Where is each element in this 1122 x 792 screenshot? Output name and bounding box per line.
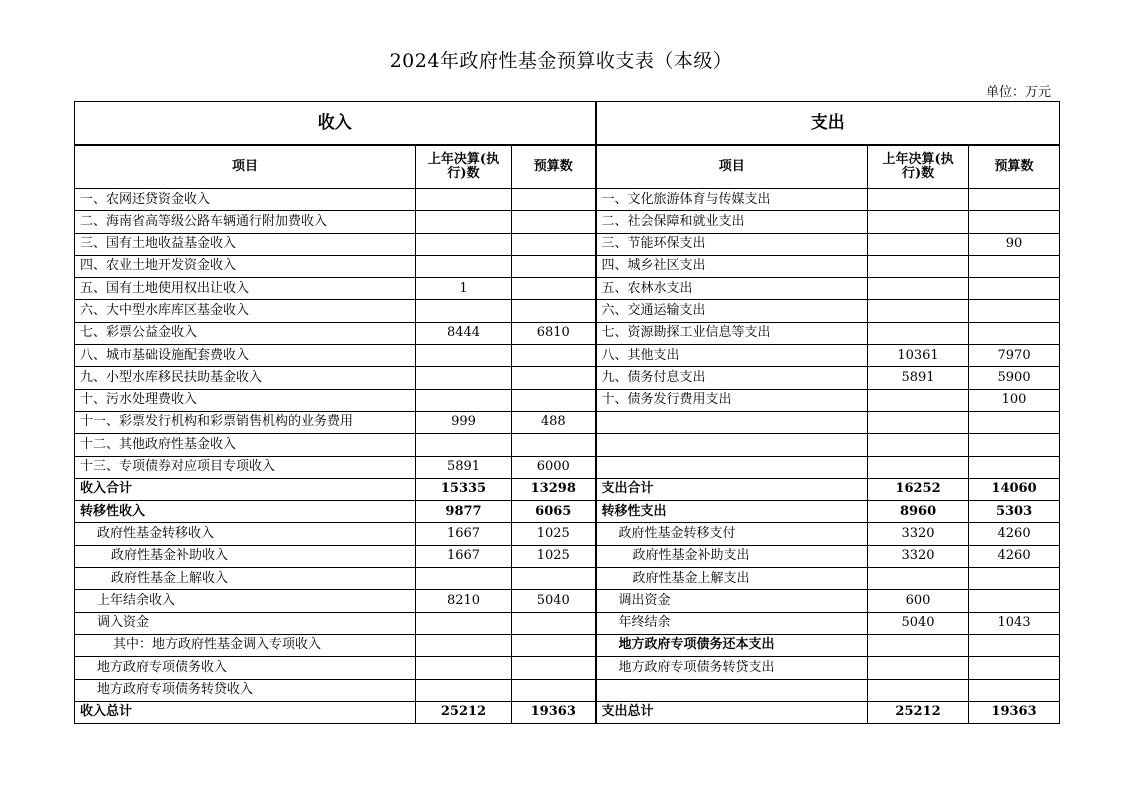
expense-budget-cell <box>969 300 1060 322</box>
income-budget-cell <box>512 568 596 590</box>
income-prev-cell <box>416 255 512 277</box>
expense-item-cell: 支出合计 <box>596 478 868 500</box>
table-row <box>75 189 1060 211</box>
income-budget-cell <box>512 255 596 277</box>
table-row <box>75 657 1060 679</box>
expense-prev-cell: 3320 <box>868 523 969 545</box>
income-budget-header: 预算数 <box>512 145 596 189</box>
income-budget-cell: 1025 <box>512 523 596 545</box>
income-budget-cell <box>512 389 596 411</box>
expense-item-cell: 地方政府专项债务转贷支出 <box>596 657 868 679</box>
income-item-cell: 调入资金 <box>75 612 416 634</box>
expense-prev-cell <box>868 255 969 277</box>
expense-budget-cell <box>969 411 1060 433</box>
expense-prev-cell: 5891 <box>868 367 969 389</box>
expense-budget-header: 预算数 <box>969 145 1060 189</box>
table-row <box>75 612 1060 634</box>
income-prev-cell: 1 <box>416 278 512 300</box>
expense-item-cell: 四、城乡社区支出 <box>596 255 868 277</box>
expense-budget-cell: 1043 <box>969 612 1060 634</box>
expense-budget-cell <box>969 590 1060 612</box>
expense-budget-cell: 90 <box>969 233 1060 255</box>
income-item-cell: 地方政府专项债务转贷收入 <box>75 679 416 701</box>
income-prev-cell <box>416 189 512 211</box>
income-prev-cell <box>416 634 512 656</box>
expense-item-cell: 地方政府专项债务还本支出 <box>596 634 868 656</box>
income-budget-cell: 13298 <box>512 478 596 500</box>
income-item-cell: 三、国有土地收益基金收入 <box>75 233 416 255</box>
expense-budget-cell <box>969 634 1060 656</box>
expense-budget-cell <box>969 679 1060 701</box>
table-row <box>75 278 1060 300</box>
expense-item-cell: 年终结余 <box>596 612 868 634</box>
expense-budget-cell <box>969 255 1060 277</box>
expense-item-cell: 十、债务发行费用支出 <box>596 389 868 411</box>
income-item-cell: 政府性基金转移收入 <box>75 523 416 545</box>
section-header-row <box>75 102 1060 146</box>
expense-budget-cell: 5900 <box>969 367 1060 389</box>
expense-prev-cell <box>868 568 969 590</box>
table-row <box>75 255 1060 277</box>
expense-budget-cell: 100 <box>969 389 1060 411</box>
income-prev-cell <box>416 345 512 367</box>
income-budget-cell <box>512 345 596 367</box>
income-budget-cell <box>512 300 596 322</box>
table-row <box>75 434 1060 456</box>
unit-label: 单位：万元 <box>985 85 1051 100</box>
income-budget-cell <box>512 278 596 300</box>
income-budget-cell <box>512 679 596 701</box>
expense-item-cell: 三、节能环保支出 <box>596 233 868 255</box>
income-prev-cell: 1667 <box>416 523 512 545</box>
expense-budget-cell <box>969 568 1060 590</box>
expense-section-header: 支出 <box>596 102 1060 146</box>
expense-budget-cell: 19363 <box>969 701 1060 723</box>
income-prev-cell <box>416 434 512 456</box>
income-budget-cell: 6810 <box>512 322 596 344</box>
table-row <box>75 590 1060 612</box>
income-prev-cell <box>416 233 512 255</box>
income-prev-cell <box>416 300 512 322</box>
table-row <box>75 322 1060 344</box>
expense-budget-cell <box>969 456 1060 478</box>
expense-item-header: 项目 <box>596 145 868 189</box>
income-item-cell: 十三、专项债券对应项目专项收入 <box>75 456 416 478</box>
income-item-cell: 一、农网还贷资金收入 <box>75 189 416 211</box>
income-section-header: 收入 <box>75 102 596 146</box>
income-item-cell: 收入总计 <box>75 701 416 723</box>
income-prev-header: 上年决算(执行)数 <box>416 145 512 189</box>
expense-item-cell: 转移性支出 <box>596 501 868 523</box>
income-budget-cell: 5040 <box>512 590 596 612</box>
income-item-cell: 十二、其他政府性基金收入 <box>75 434 416 456</box>
income-item-cell: 上年结余收入 <box>75 590 416 612</box>
expense-prev-cell <box>868 278 969 300</box>
expense-budget-cell: 5303 <box>969 501 1060 523</box>
expense-item-cell <box>596 456 868 478</box>
income-budget-cell <box>512 612 596 634</box>
expense-item-cell: 调出资金 <box>596 590 868 612</box>
income-prev-cell <box>416 568 512 590</box>
income-budget-cell <box>512 367 596 389</box>
expense-prev-cell: 16252 <box>868 478 969 500</box>
table-row <box>75 345 1060 367</box>
table-row <box>75 233 1060 255</box>
income-prev-cell: 1667 <box>416 545 512 567</box>
income-budget-cell <box>512 634 596 656</box>
expense-budget-cell <box>969 322 1060 344</box>
expense-budget-cell <box>969 189 1060 211</box>
table-row <box>75 501 1060 523</box>
income-item-cell: 二、海南省高等级公路车辆通行附加费收入 <box>75 211 416 233</box>
income-prev-cell <box>416 657 512 679</box>
income-item-cell: 十、污水处理费收入 <box>75 389 416 411</box>
table-row <box>75 545 1060 567</box>
expense-prev-cell <box>868 389 969 411</box>
table-row <box>75 456 1060 478</box>
expense-item-cell: 政府性基金转移支付 <box>596 523 868 545</box>
expense-budget-cell: 14060 <box>969 478 1060 500</box>
income-budget-cell: 19363 <box>512 701 596 723</box>
expense-item-cell: 支出总计 <box>596 701 868 723</box>
expense-item-cell <box>596 411 868 433</box>
income-prev-cell: 5891 <box>416 456 512 478</box>
expense-prev-cell <box>868 434 969 456</box>
income-item-cell: 转移性收入 <box>75 501 416 523</box>
table-row <box>75 568 1060 590</box>
income-prev-cell <box>416 389 512 411</box>
expense-budget-cell: 7970 <box>969 345 1060 367</box>
expense-item-cell <box>596 434 868 456</box>
income-prev-cell: 25212 <box>416 701 512 723</box>
income-item-cell: 八、城市基础设施配套费收入 <box>75 345 416 367</box>
income-budget-cell <box>512 211 596 233</box>
expense-prev-cell <box>868 300 969 322</box>
income-item-cell: 七、彩票公益金收入 <box>75 322 416 344</box>
income-prev-cell <box>416 612 512 634</box>
income-item-cell: 十一、彩票发行机构和彩票销售机构的业务费用 <box>75 411 416 433</box>
expense-prev-cell: 5040 <box>868 612 969 634</box>
expense-item-cell: 九、债务付息支出 <box>596 367 868 389</box>
expense-prev-cell <box>868 679 969 701</box>
table-row <box>75 634 1060 656</box>
table-body <box>75 102 1060 724</box>
expense-prev-cell: 25212 <box>868 701 969 723</box>
expense-prev-cell <box>868 322 969 344</box>
expense-budget-cell <box>969 657 1060 679</box>
income-budget-cell: 6065 <box>512 501 596 523</box>
income-prev-cell <box>416 211 512 233</box>
table-row <box>75 211 1060 233</box>
income-budget-cell: 6000 <box>512 456 596 478</box>
expense-budget-cell <box>969 278 1060 300</box>
table-row <box>75 679 1060 701</box>
expense-prev-cell <box>868 233 969 255</box>
table-row <box>75 523 1060 545</box>
table-row <box>75 478 1060 500</box>
table-row <box>75 389 1060 411</box>
expense-budget-cell <box>969 434 1060 456</box>
income-budget-cell <box>512 189 596 211</box>
table-row <box>75 300 1060 322</box>
expense-prev-cell <box>868 189 969 211</box>
table-row <box>75 367 1060 389</box>
expense-budget-cell <box>969 211 1060 233</box>
income-item-cell: 九、小型水库移民扶助基金收入 <box>75 367 416 389</box>
expense-budget-cell: 4260 <box>969 545 1060 567</box>
expense-item-cell: 八、其他支出 <box>596 345 868 367</box>
expense-item-cell <box>596 679 868 701</box>
income-budget-cell: 488 <box>512 411 596 433</box>
expense-prev-cell: 10361 <box>868 345 969 367</box>
expense-item-cell: 二、社会保障和就业支出 <box>596 211 868 233</box>
income-item-cell: 政府性基金补助收入 <box>75 545 416 567</box>
expense-item-cell: 政府性基金补助支出 <box>596 545 868 567</box>
table-row <box>75 701 1060 723</box>
income-budget-cell: 1025 <box>512 545 596 567</box>
income-prev-cell: 8210 <box>416 590 512 612</box>
income-prev-cell: 15335 <box>416 478 512 500</box>
expense-prev-header: 上年决算(执行)数 <box>868 145 969 189</box>
expense-item-cell: 七、资源勘探工业信息等支出 <box>596 322 868 344</box>
income-item-cell: 四、农业土地开发资金收入 <box>75 255 416 277</box>
expense-item-cell: 六、交通运输支出 <box>596 300 868 322</box>
income-prev-cell: 9877 <box>416 501 512 523</box>
expense-prev-cell <box>868 657 969 679</box>
income-item-cell: 收入合计 <box>75 478 416 500</box>
expense-prev-cell: 3320 <box>868 545 969 567</box>
income-prev-cell <box>416 367 512 389</box>
expense-item-cell: 五、农林水支出 <box>596 278 868 300</box>
table-row <box>75 411 1060 433</box>
column-header-row <box>75 145 1060 189</box>
income-item-header: 项目 <box>75 145 416 189</box>
income-prev-cell: 999 <box>416 411 512 433</box>
expense-prev-cell: 600 <box>868 590 969 612</box>
expense-prev-cell <box>868 634 969 656</box>
income-budget-cell <box>512 233 596 255</box>
income-budget-cell <box>512 434 596 456</box>
income-item-cell: 五、国有土地使用权出让收入 <box>75 278 416 300</box>
page-title: 2024年政府性基金预算收支表（本级） <box>389 50 733 72</box>
expense-item-cell: 一、文化旅游体育与传媒支出 <box>596 189 868 211</box>
income-prev-cell <box>416 679 512 701</box>
income-item-cell: 地方政府专项债务收入 <box>75 657 416 679</box>
expense-budget-cell: 4260 <box>969 523 1060 545</box>
expense-prev-cell: 8960 <box>868 501 969 523</box>
income-budget-cell <box>512 657 596 679</box>
income-item-cell: 六、大中型水库库区基金收入 <box>75 300 416 322</box>
income-prev-cell: 8444 <box>416 322 512 344</box>
income-item-cell: 其中：地方政府性基金调入专项收入 <box>75 634 416 656</box>
expense-prev-cell <box>868 456 969 478</box>
budget-table <box>74 101 1060 724</box>
expense-prev-cell <box>868 211 969 233</box>
expense-prev-cell <box>868 411 969 433</box>
expense-item-cell: 政府性基金上解支出 <box>596 568 868 590</box>
income-item-cell: 政府性基金上解收入 <box>75 568 416 590</box>
